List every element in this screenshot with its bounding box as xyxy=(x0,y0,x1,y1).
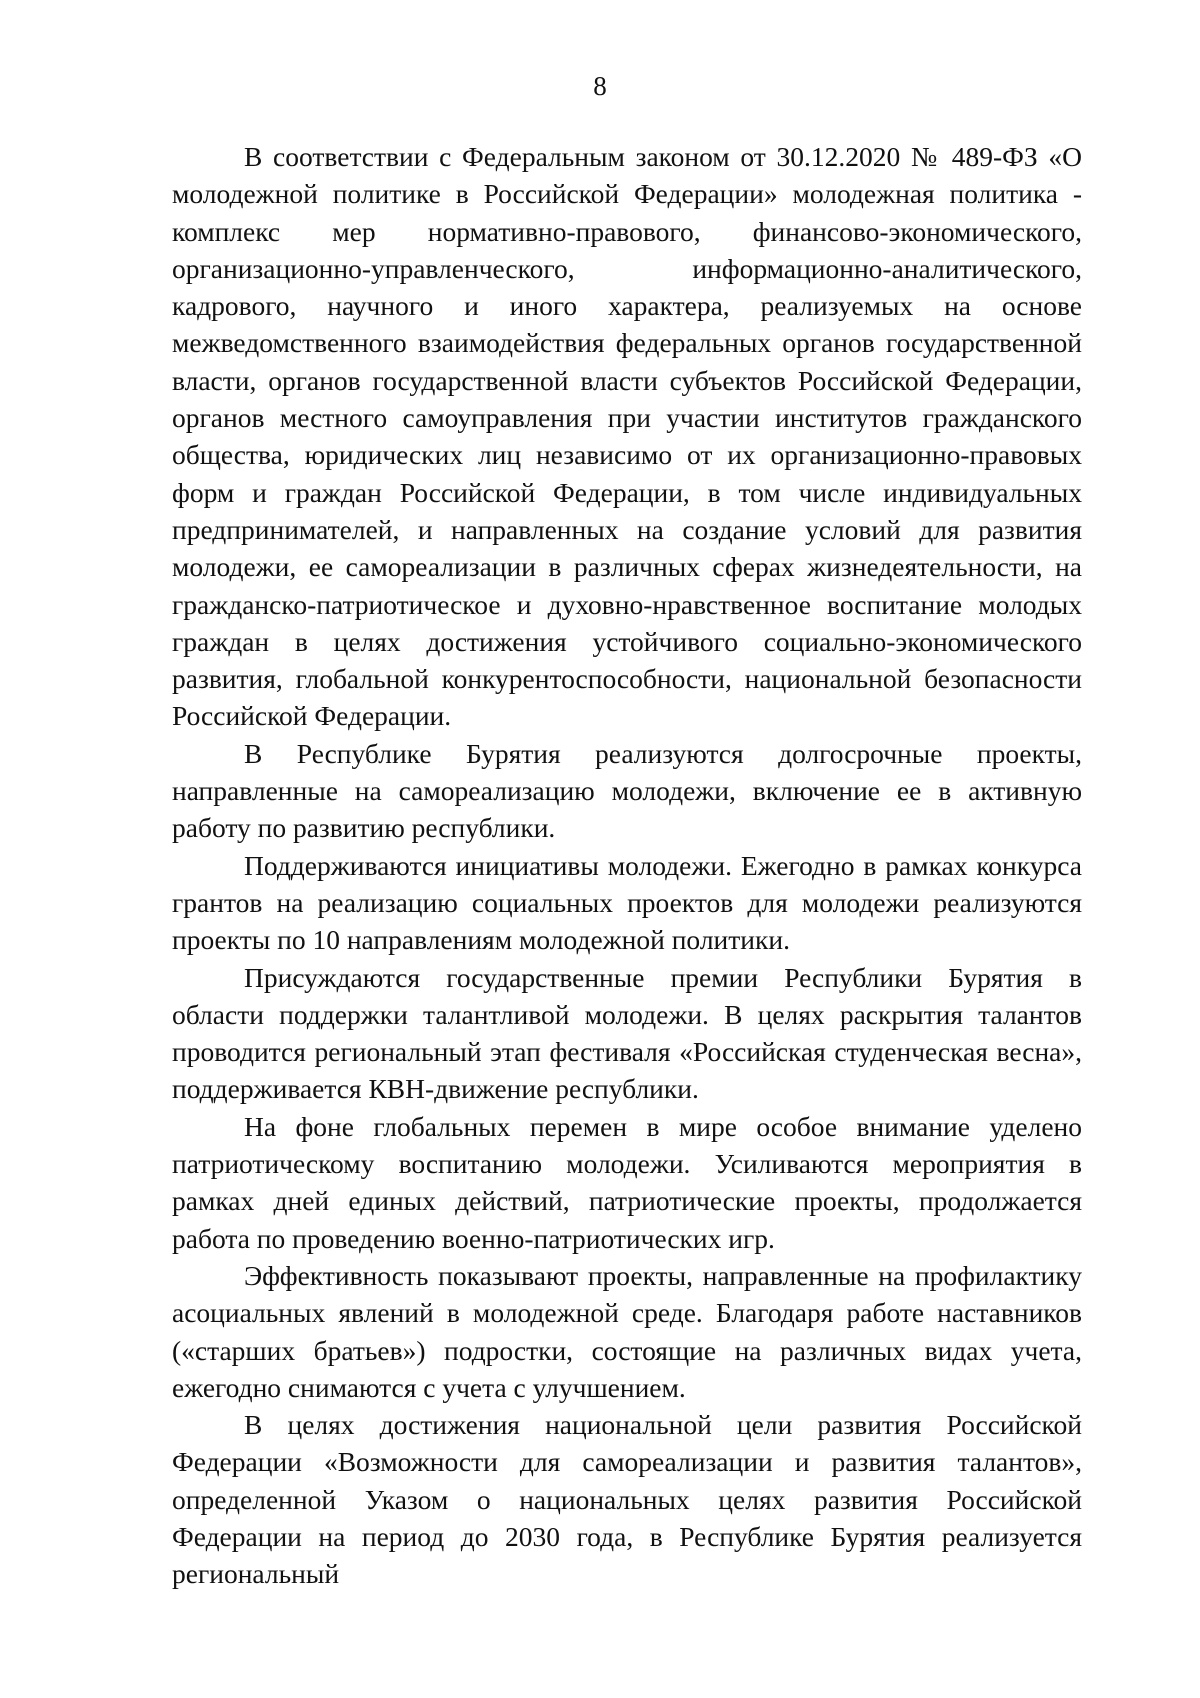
paragraph: В Республике Бурятия реализуются долгосрочные проекты, направленные на самореализацию молодежи, включение ее в активную работу по развитию республики. xyxy=(172,737,1082,844)
paragraph: В соответствии с Федеральным законом от 30.12.2020 № 489-ФЗ «О молодежной политике в Российской Федерации» молодежная политика - комплекс мер нормативно-правового, финансово-экономического, организационно-управленческого, информационно-аналитического, кадрового, научного и иного характера, реализуемых на основе межведомственного взаимодействия федеральных органов государственной власти, органов государственной власти субъектов Российской Федерации, органов местного самоуправления при участии институтов гражданского общества, юридических лиц независимо от их организационно-правовых форм и граждан Российской Федерации, в том числе индивидуальных предпринимателей, и направленных на создание условий для развития молодежи, ее самореализации в различных сферах жизнедеятельности, на гражданско-патриотическое и духовно-нравственное воспитание молодых граждан в целях достижения устойчивого социально-экономического развития, глобальной конкурентоспособности, национальной безопасности Российской Федерации. xyxy=(172,141,1082,732)
paragraph: На фоне глобальных перемен в мире особое внимание уделено патриотическому воспитанию молодежи. Усиливаются мероприятия в рамках дней единых действий, патриотические проекты, продолжается работа по проведению военно-патриотических игр. xyxy=(172,1110,1082,1254)
paragraph: Эффективность показывают проекты, направленные на профилактику асоциальных явлений в молодежной среде. Благодаря работе наставников («старших братьев») подростки, состоящие на различных видах учета, ежегодно снимаются с учета с улучшением. xyxy=(172,1259,1082,1403)
page-number: 8 xyxy=(593,71,607,101)
paragraph: В целях достижения национальной цели развития Российской Федерации «Возможности для самореализации и развития талантов», определенной Указом о национальных целях развития Российской Федерации на период до 2030 года, в Республике Бурятия реализуется региональный xyxy=(172,1409,1082,1590)
paragraph: Поддерживаются инициативы молодежи. Ежегодно в рамках конкурса грантов на реализацию социальных проектов для молодежи реализуются проекты по 10 направлениям молодежной политики. xyxy=(172,849,1082,956)
document-body xyxy=(172,138,1082,1593)
paragraph: Присуждаются государственные премии Республики Бурятия в области поддержки талантливой молодежи. В целях раскрытия талантов проводится региональный этап фестиваля «Российская студенческая весна», поддерживается КВН-движение республики. xyxy=(172,961,1082,1105)
